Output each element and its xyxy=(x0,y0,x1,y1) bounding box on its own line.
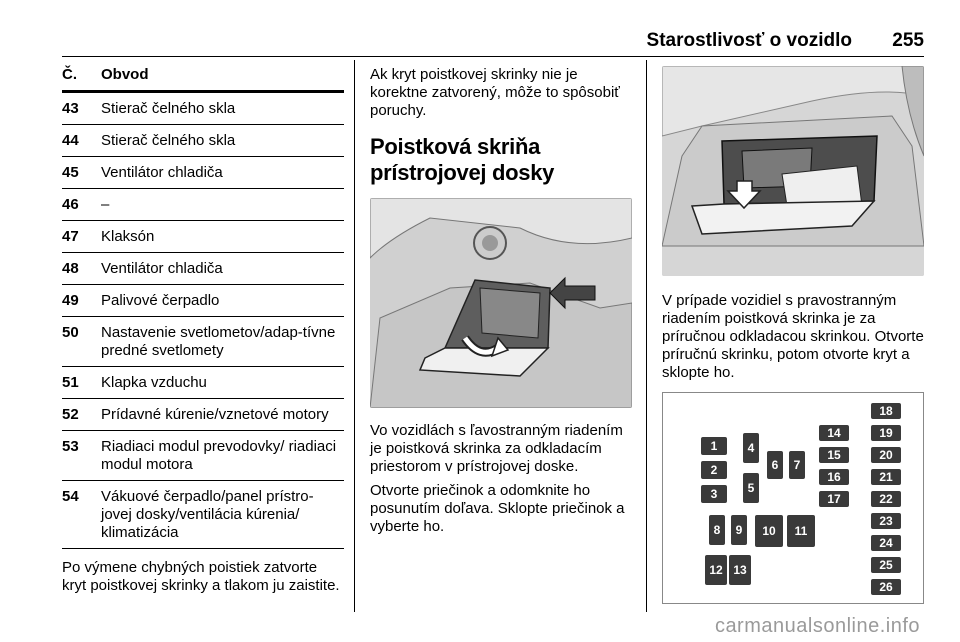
table-row xyxy=(62,367,344,399)
closing-instruction: Po výmene chybných poistiek zatvorte kryt poistkovej skrinky a tlakom ju zaistite. xyxy=(62,559,340,594)
fuse-box-diagram xyxy=(662,392,924,604)
fuse-10: 10 xyxy=(755,515,783,547)
table-row xyxy=(62,125,344,157)
row-text: Stierač čelného skla xyxy=(101,100,236,117)
table-row xyxy=(62,189,344,221)
row-number: 54 xyxy=(62,488,79,505)
row-text: Prídavné kúrenie/vznetové motory xyxy=(101,406,329,423)
section-heading: Poistková skriňa prístrojovej dosky xyxy=(370,134,555,185)
row-number: 51 xyxy=(62,374,79,391)
table-row xyxy=(62,93,344,125)
table-row xyxy=(62,481,344,549)
fuse-19: 19 xyxy=(871,425,901,441)
row-text: – xyxy=(101,196,110,213)
fuse-22: 22 xyxy=(871,491,901,507)
fuse-7: 7 xyxy=(789,451,805,479)
column-header-circuit: Obvod xyxy=(101,66,149,83)
table-row xyxy=(62,399,344,431)
fuse-2: 2 xyxy=(701,461,727,479)
fuse-5: 5 xyxy=(743,473,759,503)
rhd-location-paragraph: V prípade vozidiel s pravostranným riadením poistková skrinka je za príručnou odkladacou skrinkou. Otvorte príručnú skrinku, potom otvorte kryt a sklopte ho. xyxy=(662,292,924,381)
fuse-15: 15 xyxy=(819,447,849,463)
row-number: 50 xyxy=(62,324,79,341)
column-3 xyxy=(662,66,924,604)
row-text: Klapka vzduchu xyxy=(101,374,207,391)
fuse-20: 20 xyxy=(871,447,901,463)
fuse-9: 9 xyxy=(731,515,747,545)
glovebox-lhd-drawing xyxy=(370,198,632,408)
row-text: Ventilátor chladiča xyxy=(101,260,223,277)
fuse-26: 26 xyxy=(871,579,901,595)
fuse-4: 4 xyxy=(743,433,759,463)
fuse-18: 18 xyxy=(871,403,901,419)
glovebox-rhd-drawing xyxy=(662,66,924,276)
fuse-23: 23 xyxy=(871,513,901,529)
fuse-17: 17 xyxy=(819,491,849,507)
row-number: 44 xyxy=(62,132,79,149)
table-row xyxy=(62,431,344,481)
page-header xyxy=(62,0,924,57)
table-row xyxy=(62,157,344,189)
fuse-3: 3 xyxy=(701,485,727,503)
fuse-21: 21 xyxy=(871,469,901,485)
row-number: 48 xyxy=(62,260,79,277)
lhd-instructions-paragraph: Otvorte priečinok a odomknite ho posunutím doľava. Sklopte priečinok a vyberte ho. xyxy=(370,482,625,535)
row-number: 52 xyxy=(62,406,79,423)
glovebox-lhd-illustration xyxy=(370,198,632,408)
fuse-6: 6 xyxy=(767,451,783,479)
fuse-1: 1 xyxy=(701,437,727,455)
page-number: 255 xyxy=(892,30,924,51)
row-number: 43 xyxy=(62,100,79,117)
column-2 xyxy=(370,66,635,542)
fuse-14: 14 xyxy=(819,425,849,441)
row-text: Palivové čerpadlo xyxy=(101,292,220,309)
fuse-8: 8 xyxy=(709,515,725,545)
row-number: 45 xyxy=(62,164,79,181)
watermark: carmanualsonline.info xyxy=(714,615,920,637)
table-row xyxy=(62,317,344,367)
row-number: 49 xyxy=(62,292,79,309)
row-text: Riadiaci modul prevodovky/ riadiaci modul motora xyxy=(101,438,337,473)
row-text: Vákuové čerpadlo/panel prístro-jovej dosky/ventilácia kúrenia/ klimatizácia xyxy=(101,488,314,541)
row-text: Nastavenie svetlometov/adap-tívne predné svetlomety xyxy=(101,324,336,359)
column-1 xyxy=(62,66,344,601)
fuse-11: 11 xyxy=(787,515,815,547)
fuse-13: 13 xyxy=(729,555,751,585)
table-row xyxy=(62,285,344,317)
page-title: Starostlivosť o vozidlo xyxy=(646,30,852,51)
row-number: 47 xyxy=(62,228,79,245)
row-number: 46 xyxy=(62,196,79,213)
row-text: Ventilátor chladiča xyxy=(101,164,223,181)
lhd-location-paragraph: Vo vozidlách s ľavostranným riadením je poistková skrinka za odkladacím priestorom v prístrojovej doske. xyxy=(370,422,623,475)
fuse-25: 25 xyxy=(871,557,901,573)
fuse-24: 24 xyxy=(871,535,901,551)
glovebox-rhd-illustration xyxy=(662,66,924,276)
column-divider xyxy=(646,60,647,612)
warning-paragraph: Ak kryt poistkovej skrinky nie je korektne zatvorený, môže to spôsobiť poruchy. xyxy=(370,66,620,119)
fuse-table-header xyxy=(62,66,344,93)
column-divider xyxy=(354,60,355,612)
row-number: 53 xyxy=(62,438,79,455)
row-text: Stierač čelného skla xyxy=(101,132,236,149)
table-row xyxy=(62,253,344,285)
fuse-12: 12 xyxy=(705,555,727,585)
table-row xyxy=(62,221,344,253)
column-header-number: Č. xyxy=(62,66,77,83)
row-text: Klaksón xyxy=(101,228,155,245)
fuse-16: 16 xyxy=(819,469,849,485)
